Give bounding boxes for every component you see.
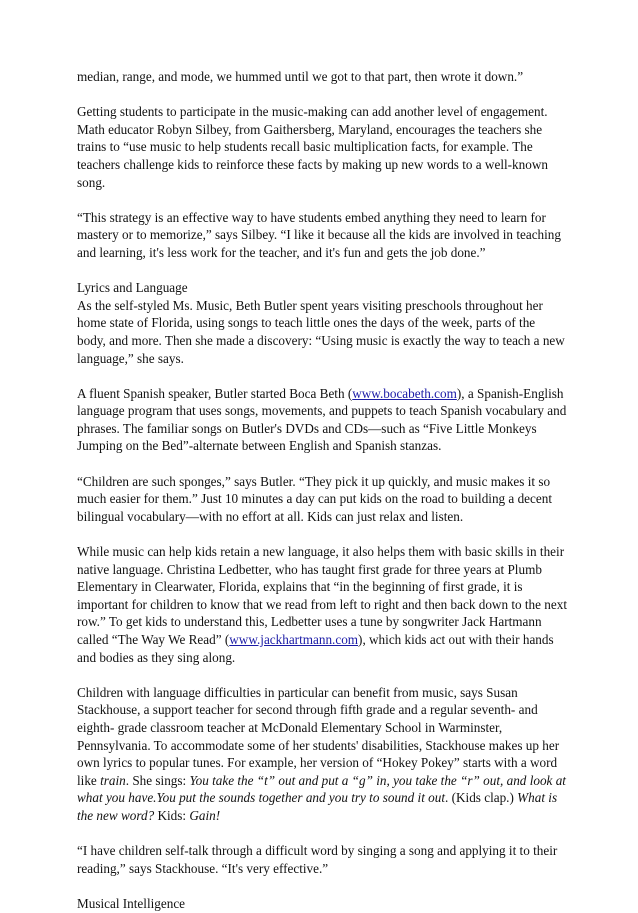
paragraph-silbey-quote: “This strategy is an effective way to have students embed anything they need to learn for mastery or to memorize,” says Silbey. “I like it because all the kids are involved in teaching and learning, it's less work for the teacher, and it's fun and gets the job done.” [77,209,561,260]
text-segment: While music can help kids retain a new language, it also helps them with basic skills in their native language. Christina Ledbetter, who has taught first grade for three years at Plumb Elementary in Clearwater, Florida, explains that “in the beginning of first grade, it is important for children to know that we read from left to right and then back down to the next row.” To get kids to understand this, Ledbetter uses a tune by songwriter Jack Hartmann called “The Way We Read” ( [77,544,567,647]
text-segment: . She sings: [125,772,190,788]
paragraph-boca-beth [77,385,567,455]
section-heading-lyrics: Lyrics and Language [77,280,188,296]
document-page [77,68,567,913]
text-segment: A fluent Spanish speaker, Butler started Boca Beth ( [77,385,353,401]
paragraph-continuation: median, range, and mode, we hummed until we got to that part, then wrote it down.” [77,69,524,84]
text-segment: Children with language difficulties in particular can benefit from music, says Susan Stackhouse, a support teacher for second through fifth grade and a regular seventh- and eighth- grade classroom teacher at McDonald Elementary School in Warminster, Pennsylvania. To accommodate some of her students' disabilities, Stackhouse makes up her own lyrics to popular tunes. For example, her version of “Hokey Pokey” starts with a word like [77,684,560,788]
section-lyrics-language [77,279,567,367]
paragraph-sponges: “Children are such sponges,” says Butler. “They pick it up quickly, and music makes it so much easier for them.” Just 10 minutes a day can put kids on the road to building a decent bilingual vocabulary—with no effort at all. Kids can just relax and listen. [77,473,552,524]
italic-word: train [100,772,126,788]
section-heading-musical-intelligence: Musical Intelligence [77,895,186,911]
text-segment: Kids: [154,807,190,823]
italic-answer: Gain! [189,807,221,823]
paragraph-butler-intro: As the self-styled Ms. Music, Beth Butler spent years visiting preschools throughout her home state of Florida, using songs to teach little ones the days of the week, parts of the body, and more. Then she made a discovery: “Using music is exactly the way to teach a new language,” she says. [77,297,565,366]
paragraph-stackhouse [77,684,567,825]
text-segment: ), a Spanish-English language program that uses songs, movements, and puppets to teach Spanish vocabulary and phrases. The familiar songs on Butler's DVDs and CDs—such as “Five Little Monkeys Jumping on the Bed”-alternate between English and Spanish stanzas. [77,385,567,454]
bocabeth-link[interactable]: www.bocabeth.com [352,385,457,401]
text-segment: ), which kids act out with their hands and bodies as they sing along. [77,632,554,665]
paragraph-silbey-intro: Getting students to participate in the music-making can add another level of engagement. Math educator Robyn Silbey, from Gaithersberg, Maryland, encourages the teachers she trains to “use music to help students recall basic multiplication facts, for example. The teachers challenge kids to reinforce these facts by making up new words to a well-known song. [77,104,548,190]
jackhartmann-link[interactable]: www.jackhartmann.com [229,632,359,647]
paragraph-ledbetter [77,543,567,666]
paragraph-self-talk: “I have children self-talk through a difficult word by singing a song and applying it to their reading,” says Stackhouse. “It's very effective.” [77,843,558,876]
italic-song-lyrics: You take the “t” out and put a “g” in, you take the “r” out, and look at what you have.You put the sounds together and you try to sound it out [77,772,566,806]
italic-question: What is the new word? [77,790,558,823]
text-segment: . (Kids clap.) [445,790,518,806]
